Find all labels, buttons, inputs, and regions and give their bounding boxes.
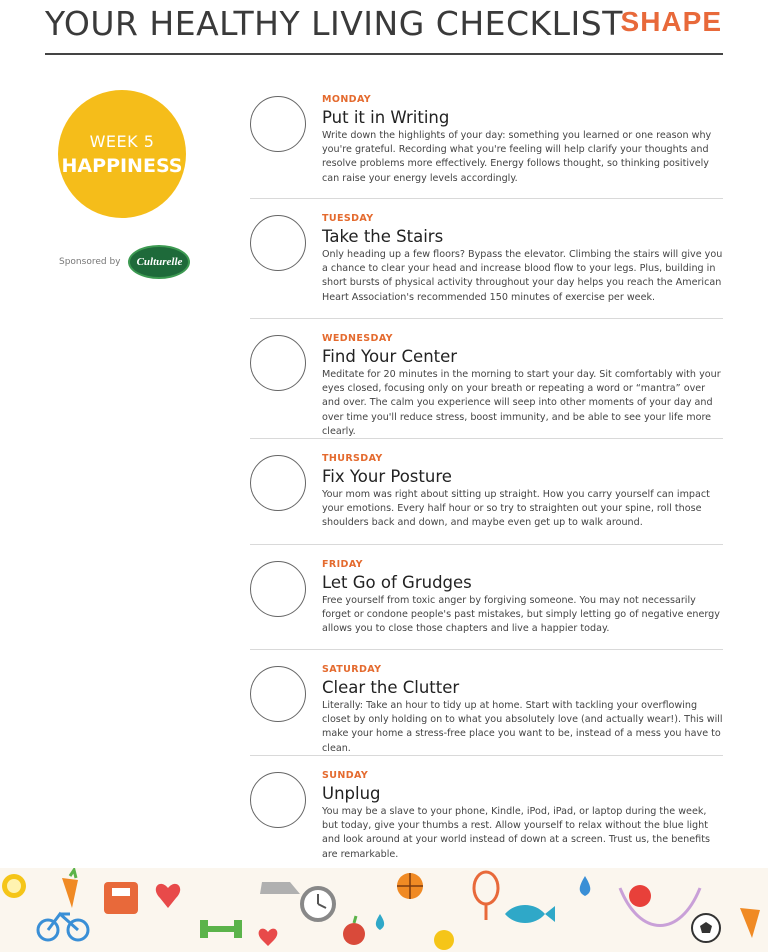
task-title: Put it in Writing (322, 108, 450, 127)
task-checkbox[interactable] (250, 561, 306, 617)
task-day: MONDAY (322, 94, 372, 105)
task-list (250, 90, 723, 860)
page-title: YOUR HEALTHY LIVING CHECKLIST (45, 4, 623, 43)
task-item-sunday (250, 756, 723, 860)
task-description: Free yourself from toxic anger by forgiving someone. You may not necessarily forget or condone people's past mistakes, but simply letting go of negative energy allows you to close those chapters and live a happier today. (322, 595, 720, 635)
task-description: You may be a slave to your phone, Kindle, iPod, iPad, or laptop during the week, but today, give your thumbs a rest. Allow yourself to relax without the blue light and look around at your world instead of down at a screen. Trust us, the benefits are remarkable. (322, 806, 710, 860)
task-checkbox[interactable] (250, 335, 306, 391)
tomato-icon (629, 885, 651, 907)
task-checkbox[interactable] (250, 772, 306, 828)
task-title: Clear the Clutter (322, 678, 460, 697)
soccer-ball-icon (692, 914, 720, 942)
task-item-thursday (250, 439, 723, 545)
lemon-icon (2, 874, 26, 898)
scale-icon (104, 882, 138, 914)
decorative-icon-pattern (0, 868, 768, 952)
stopwatch-icon (302, 888, 334, 920)
heart-icon (259, 929, 278, 946)
tennis-racket-icon (474, 872, 498, 920)
fish-icon (505, 905, 555, 923)
carrot-icon (740, 908, 760, 938)
task-description: Your mom was right about sitting up straight. How you carry yourself can impact your emotions. Every half hour or so try to straighten out your spine, roll those shoulders back and down, and maybe even get up to walk around. (322, 489, 710, 529)
task-checkbox[interactable] (250, 455, 306, 511)
task-title: Take the Stairs (322, 227, 444, 246)
task-title: Let Go of Grudges (322, 573, 472, 592)
task-day: SUNDAY (322, 770, 369, 781)
task-description: Literally: Take an hour to tidy up at home. Start with tackling your overflowing closet by only holding on to what you absolutely love (and actually wear!). This will make your home a stress-free place you want to be, instead of a mess you have to clean. (322, 700, 723, 754)
task-title: Fix Your Posture (322, 467, 452, 486)
week-badge (58, 90, 186, 218)
apple-icon (343, 916, 365, 945)
task-item-wednesday (250, 319, 723, 439)
task-checkbox[interactable] (250, 215, 306, 271)
sneaker-icon (260, 882, 300, 894)
task-checkbox[interactable] (250, 96, 306, 152)
week-label: WEEK 5 (89, 132, 155, 151)
task-description: Only heading up a few floors? Bypass the elevator. Climbing the stairs will give you a chance to clear your head and increase blood flow to your legs. Plus, building in short bursts of physical activity throughout your day helps you reach the American Heart Association's recommended 150 minutes of exercise per week. (322, 249, 723, 303)
task-day: SATURDAY (322, 664, 382, 675)
task-item-tuesday (250, 199, 723, 319)
task-day: FRIDAY (322, 559, 363, 570)
task-item-saturday (250, 650, 723, 756)
task-description: Meditate for 20 minutes in the morning to start your day. Sit comfortably with your eyes closed, focusing only on your breath or repeating a word or “mantra” over and over. The calm you experience will seep into other moments of your day and over time you'll reduce stress, boost immunity, and be able to see your life more clearly. (322, 369, 721, 437)
task-checkbox[interactable] (250, 666, 306, 722)
task-description: Write down the highlights of your day: something you learned or one reason why you're grateful. Recording what you're feeling will help clarify your thoughts and resolve problems more effectively. Energy follows thought, so thinking positively can raise your energy levels accordingly. (322, 130, 712, 184)
dumbbell-icon (200, 920, 242, 938)
sponsor-block (59, 245, 190, 279)
sponsor-logo: Culturelle (128, 245, 190, 279)
task-item-monday (250, 90, 723, 199)
water-drop-icon (376, 914, 384, 930)
task-day: THURSDAY (322, 453, 383, 464)
task-day: WEDNESDAY (322, 333, 393, 344)
apple-icon (434, 930, 454, 950)
bicycle-icon (38, 914, 88, 940)
brand-logo: SHAPE (620, 6, 722, 37)
water-drop-icon (580, 876, 591, 896)
task-day: TUESDAY (322, 213, 374, 224)
task-title: Find Your Center (322, 347, 458, 366)
task-title: Unplug (322, 784, 381, 803)
carrot-icon (62, 870, 78, 908)
week-theme: HAPPINESS (61, 155, 183, 177)
sponsor-label: Sponsored by (59, 257, 121, 267)
task-item-friday (250, 545, 723, 650)
basketball-icon (397, 873, 423, 899)
header-divider (45, 53, 723, 55)
heart-icon (156, 884, 180, 908)
